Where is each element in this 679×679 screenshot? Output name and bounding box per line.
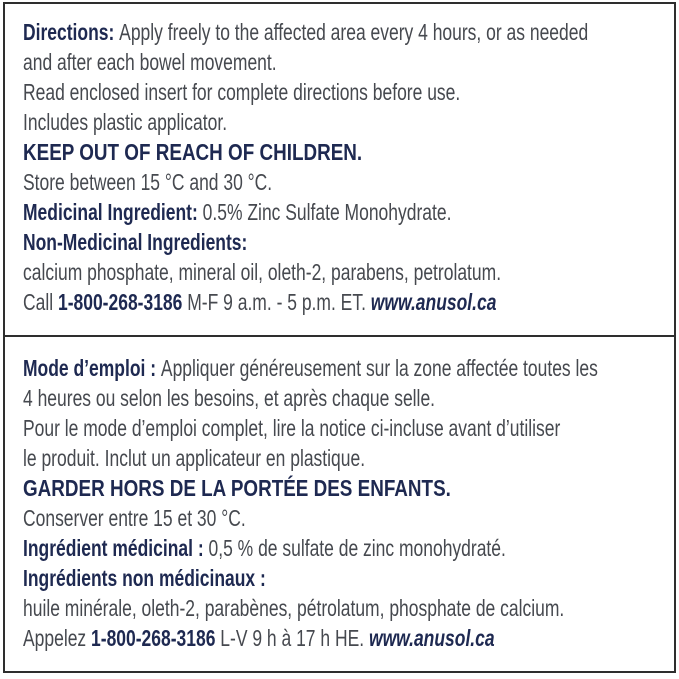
text-line	[23, 533, 510, 563]
text-line	[23, 77, 510, 107]
label-text: Appelez	[23, 625, 92, 651]
section-french	[5, 337, 674, 671]
label-heading-text: Medicinal Ingredient:	[23, 199, 203, 225]
phone-number: 1-800-268-3186	[57, 289, 183, 315]
label-text: le produit. Inclut un applicateur en plastique.	[23, 445, 366, 471]
section-english	[5, 4, 674, 337]
text-line	[23, 287, 510, 317]
label-text: Includes plastic applicator.	[23, 109, 228, 135]
text-line	[23, 413, 561, 443]
text-line	[23, 443, 510, 473]
text-line	[23, 47, 510, 77]
text-line	[23, 17, 589, 47]
label-text: Read enclosed insert for complete directions before use.	[23, 79, 461, 105]
label-text: Appliquer généreusement sur la zone affectée toutes les	[160, 355, 598, 381]
label-heading-text: Directions:	[23, 19, 120, 45]
label-text: Store between 15 °C and 30 °C.	[23, 169, 273, 195]
label-text: Call	[23, 289, 58, 315]
label-text: 4 heures ou selon les besoins, et après chaque selle.	[23, 385, 436, 411]
label-text: 0.5% Zinc Sulfate Monohydrate.	[202, 199, 452, 225]
label-text: M-F 9 a.m. - 5 p.m. ET.	[182, 289, 371, 315]
website-text: www.anusol.ca	[368, 625, 495, 651]
label-heading-text: Ingrédients non médicinaux :	[23, 565, 266, 591]
text-line	[23, 137, 549, 167]
text-line	[23, 257, 510, 287]
text-line	[23, 167, 510, 197]
label-frame	[3, 2, 676, 673]
label-text: calcium phosphate, mineral oil, oleth-2, parabens, petrolatum.	[23, 259, 502, 285]
text-line	[23, 593, 565, 623]
label-text: Conserver entre 15 et 30 °C.	[23, 505, 246, 531]
website-text: www.anusol.ca	[370, 289, 497, 315]
label-text: L-V 9 h à 17 h HE.	[215, 625, 369, 651]
text-line	[23, 623, 510, 653]
text-line	[23, 563, 510, 593]
text-line	[23, 227, 510, 257]
label-heading-text: Ingrédient médicinal :	[23, 535, 209, 561]
label-text: huile minérale, oleth-2, parabènes, pétrolatum, phosphate de calcium.	[23, 595, 565, 621]
text-line	[23, 197, 510, 227]
label-text: Apply freely to the affected area every 4 hours, or as needed	[119, 19, 589, 45]
label-heading-text: KEEP OUT OF REACH OF CHILDREN.	[23, 139, 363, 165]
label-heading-text: GARDER HORS DE LA PORTÉE DES ENFANTS.	[23, 475, 451, 501]
label-heading-text: Non-Medicinal Ingredients:	[23, 229, 248, 255]
text-line	[23, 503, 510, 533]
label-text: and after each bowel movement.	[23, 49, 277, 75]
label-heading-text: Mode d’emploi :	[23, 355, 161, 381]
phone-number: 1-800-268-3186	[91, 625, 216, 651]
text-line	[23, 473, 549, 503]
text-line	[23, 383, 510, 413]
label-text: Pour le mode d’emploi complet, lire la notice ci-incluse avant d’utiliser	[23, 415, 561, 441]
text-line	[23, 107, 510, 137]
label-text: 0,5 % de sulfate de zinc monohydraté.	[208, 535, 506, 561]
text-line	[23, 353, 598, 383]
